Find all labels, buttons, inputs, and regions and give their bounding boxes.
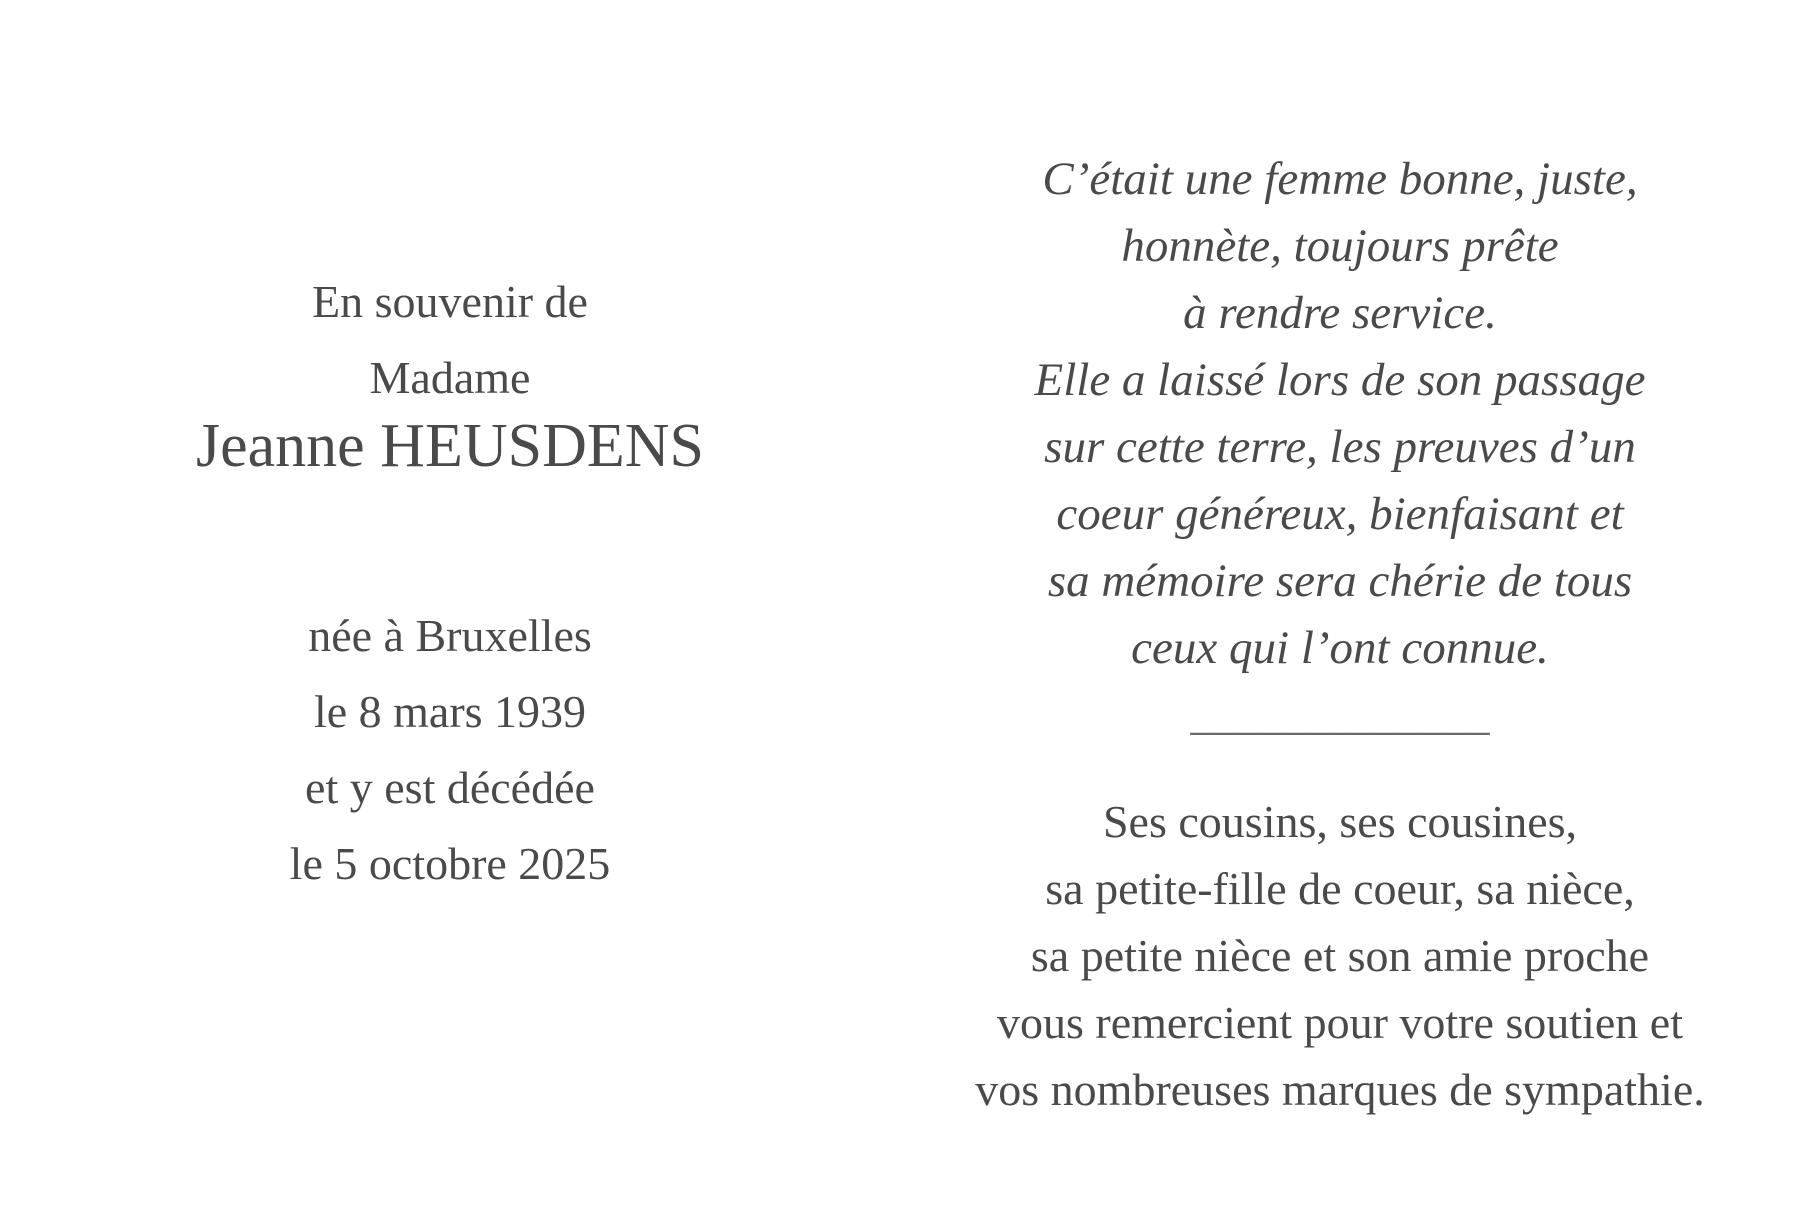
- memorial-right-panel: [940, 146, 1740, 1123]
- thanks-line: vous remercient pour votre soutien et: [997, 997, 1683, 1048]
- verse-line: sa mémoire sera chérie de tous: [1047, 555, 1633, 607]
- honorific-title: Madame: [369, 352, 531, 403]
- thanks-line: vos nombreuses marques de sympathie.: [975, 1064, 1705, 1115]
- tribute-verse: [940, 146, 1740, 682]
- thanks-line: Ses cousins, ses cousines,: [1102, 796, 1578, 847]
- verse-line: sur cette terre, les preuves d’un: [1044, 421, 1636, 473]
- birth-date: le 8 mars 1939: [313, 686, 587, 737]
- death-place: et y est décédée: [305, 762, 595, 813]
- birth-place: née à Bruxelles: [308, 610, 592, 661]
- thanks-line: sa petite-fille de coeur, sa nièce,: [1045, 863, 1635, 914]
- verse-line: honnète, toujours prête: [1121, 220, 1559, 272]
- spacer: [150, 480, 750, 598]
- death-date: le 5 octobre 2025: [289, 838, 611, 889]
- thanks-message: [940, 788, 1740, 1123]
- verse-line: coeur généreux, bienfaisant et: [1056, 488, 1624, 540]
- verse-line: ceux qui l’ont connue.: [1131, 622, 1549, 674]
- thanks-line: sa petite nièce et son amie proche: [1030, 930, 1650, 981]
- deceased-name: Jeanne HEUSDENS: [196, 412, 704, 480]
- memorial-left-panel: [150, 264, 750, 902]
- verse-line: à rendre service.: [1183, 287, 1497, 339]
- intro-text: En souvenir de: [312, 276, 588, 327]
- verse-line: C’était une femme bonne, juste,: [1042, 153, 1638, 205]
- section-divider: _____________: [1190, 688, 1490, 739]
- verse-line: Elle a laissé lors de son passage: [1034, 354, 1646, 406]
